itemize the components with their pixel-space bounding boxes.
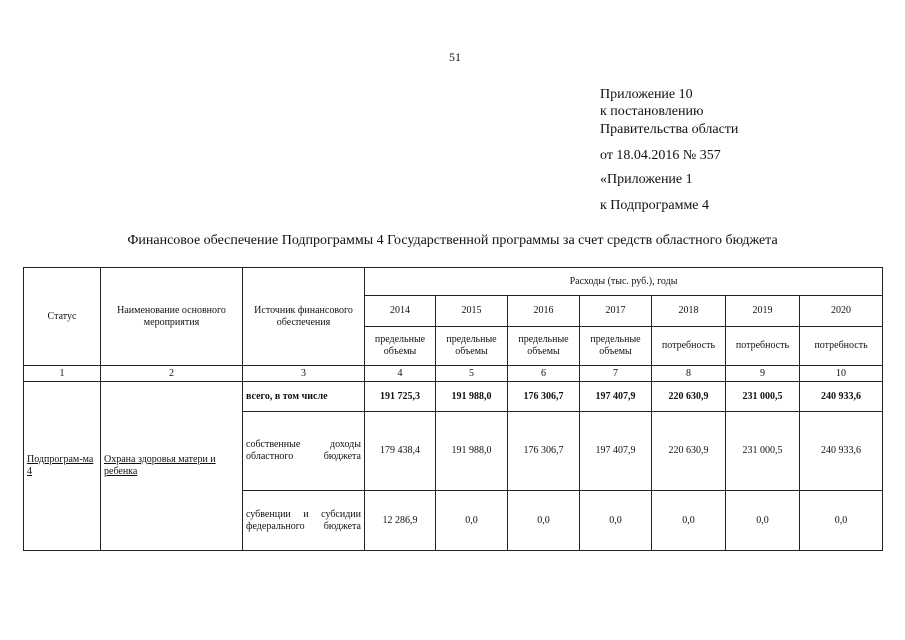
value-cell: 197 407,9 xyxy=(580,412,652,491)
value-cell: 191 725,3 xyxy=(365,382,436,412)
header-source: Источник финансового обеспечения xyxy=(243,268,365,366)
value-cell: 220 630,9 xyxy=(652,412,726,491)
source-cell: собственные доходы областного бюджета xyxy=(243,412,365,491)
header-year: 2016 xyxy=(508,296,580,327)
column-number: 3 xyxy=(243,366,365,382)
header-year: 2018 xyxy=(652,296,726,327)
header-kind: потребность xyxy=(726,327,800,366)
appendix-line: Приложение 10 xyxy=(600,87,693,102)
column-number: 5 xyxy=(436,366,508,382)
value-cell: 240 933,6 xyxy=(800,382,883,412)
appendix-line: к постановлению xyxy=(600,104,704,119)
value-cell: 191 988,0 xyxy=(436,412,508,491)
column-number: 10 xyxy=(800,366,883,382)
header-kind: предельные объемы xyxy=(436,327,508,366)
value-cell: 0,0 xyxy=(436,491,508,551)
header-year: 2019 xyxy=(726,296,800,327)
header-year: 2020 xyxy=(800,296,883,327)
header-kind: потребность xyxy=(800,327,883,366)
source-cell: всего, в том числе xyxy=(243,382,365,412)
page-number: 51 xyxy=(449,50,461,64)
column-number: 8 xyxy=(652,366,726,382)
value-cell: 176 306,7 xyxy=(508,382,580,412)
header-event-name: Наименование основного мероприятия xyxy=(101,268,243,366)
header-year: 2015 xyxy=(436,296,508,327)
appendix-line: от 18.04.2016 № 357 xyxy=(600,148,721,163)
appendix-line: Правительства области xyxy=(600,122,739,137)
value-cell: 0,0 xyxy=(508,491,580,551)
value-cell: 179 438,4 xyxy=(365,412,436,491)
column-number: 7 xyxy=(580,366,652,382)
value-cell: 240 933,6 xyxy=(800,412,883,491)
header-kind: предельные объемы xyxy=(580,327,652,366)
header-kind: предельные объемы xyxy=(365,327,436,366)
value-cell: 0,0 xyxy=(726,491,800,551)
header-year: 2017 xyxy=(580,296,652,327)
header-year: 2014 xyxy=(365,296,436,327)
source-cell: субвенции и субсидии федерального бюджета xyxy=(243,491,365,551)
column-number: 2 xyxy=(101,366,243,382)
value-cell: 12 286,9 xyxy=(365,491,436,551)
status-cell: Подпрограм-ма 4 xyxy=(24,382,101,551)
appendix-block xyxy=(600,86,738,216)
value-cell: 220 630,9 xyxy=(652,382,726,412)
value-cell: 0,0 xyxy=(580,491,652,551)
value-cell: 191 988,0 xyxy=(436,382,508,412)
column-number: 1 xyxy=(24,366,101,382)
column-number: 6 xyxy=(508,366,580,382)
event-name-cell: Охрана здоровья матери и ребенка xyxy=(101,382,243,551)
appendix-line: «Приложение 1 xyxy=(600,172,693,187)
column-number: 4 xyxy=(365,366,436,382)
financing-table xyxy=(23,267,883,551)
value-cell: 176 306,7 xyxy=(508,412,580,491)
value-cell: 231 000,5 xyxy=(726,382,800,412)
document-title: Финансовое обеспечение Подпрограммы 4 Государственной программы за счет средств областного бюджета xyxy=(127,233,778,248)
column-number: 9 xyxy=(726,366,800,382)
value-cell: 0,0 xyxy=(652,491,726,551)
header-expenses: Расходы (тыс. руб.), годы xyxy=(365,268,883,296)
header-kind: потребность xyxy=(652,327,726,366)
value-cell: 231 000,5 xyxy=(726,412,800,491)
value-cell: 0,0 xyxy=(800,491,883,551)
header-kind: предельные объемы xyxy=(508,327,580,366)
header-status: Статус xyxy=(24,268,101,366)
appendix-line: к Подпрограмме 4 xyxy=(600,198,710,213)
value-cell: 197 407,9 xyxy=(580,382,652,412)
